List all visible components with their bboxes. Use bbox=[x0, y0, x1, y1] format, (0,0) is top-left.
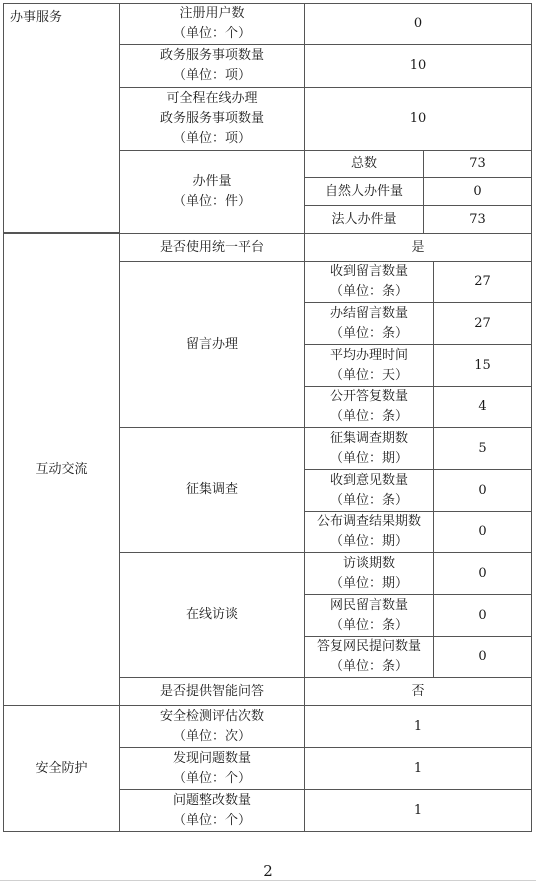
survey-label: 征集调查 bbox=[119, 427, 305, 553]
survey-opinions-label: 收到意见数量 （单位：条） bbox=[304, 469, 434, 512]
interview-answers-label: 答复网民提问数量 （单位：条） bbox=[304, 636, 434, 678]
interview-label: 在线访谈 bbox=[119, 552, 305, 678]
cases-legal-value: 73 bbox=[423, 205, 532, 234]
survey-published-value: 0 bbox=[433, 511, 532, 553]
unified-platform-value: 是 bbox=[304, 233, 532, 262]
section-security: 安全防护 bbox=[3, 705, 120, 832]
issues-found-label: 发现问题数量 （单位：个） bbox=[119, 747, 305, 790]
messages-avg-time-value: 15 bbox=[433, 344, 532, 387]
interview-netizen-msgs-label: 网民留言数量 （单位：条） bbox=[304, 594, 434, 637]
survey-periods-value: 5 bbox=[433, 427, 532, 470]
messages-closed-value: 27 bbox=[433, 302, 532, 345]
registered-users-label: 注册用户数 （单位：个） bbox=[119, 3, 305, 45]
messages-received-value: 27 bbox=[433, 261, 532, 303]
page-number: 2 bbox=[263, 862, 273, 880]
cases-total-label: 总数 bbox=[304, 150, 424, 178]
smart-qa-label: 是否提供智能问答 bbox=[119, 677, 305, 706]
online-items-value: 10 bbox=[304, 87, 532, 151]
section-office-services: 办事服务 bbox=[3, 3, 120, 233]
messages-public-value: 4 bbox=[433, 386, 532, 428]
interview-periods-label: 访谈期数 （单位：期） bbox=[304, 552, 434, 595]
messages-public-label: 公开答复数量 （单位：条） bbox=[304, 386, 434, 428]
cases-total-value: 73 bbox=[423, 150, 532, 178]
unified-platform-label: 是否使用统一平台 bbox=[119, 233, 305, 262]
cases-label: 办件量 （单位：件） bbox=[119, 150, 305, 234]
cases-legal-label: 法人办件量 bbox=[304, 205, 424, 234]
cases-natural-value: 0 bbox=[423, 177, 532, 206]
service-items-label: 政务服务事项数量 （单位：项） bbox=[119, 44, 305, 88]
interview-netizen-msgs-value: 0 bbox=[433, 594, 532, 637]
issues-found-value: 1 bbox=[304, 747, 532, 790]
messages-received-label: 收到留言数量 （单位：条） bbox=[304, 261, 434, 303]
smart-qa-value: 否 bbox=[304, 677, 532, 706]
messages-avg-time-label: 平均办理时间 （单位：天） bbox=[304, 344, 434, 387]
online-items-label: 可全程在线办理 政务服务事项数量 （单位：项） bbox=[119, 87, 305, 151]
service-items-value: 10 bbox=[304, 44, 532, 88]
issues-fixed-value: 1 bbox=[304, 789, 532, 832]
survey-published-label: 公布调查结果期数 （单位：期） bbox=[304, 511, 434, 553]
interview-periods-value: 0 bbox=[433, 552, 532, 595]
cases-natural-label: 自然人办件量 bbox=[304, 177, 424, 206]
page-footer-divider bbox=[0, 880, 536, 881]
section-interaction: 互动交流 bbox=[3, 233, 120, 706]
security-checks-label: 安全检测评估次数 （单位：次） bbox=[119, 705, 305, 748]
messages-label: 留言办理 bbox=[119, 261, 305, 428]
messages-closed-label: 办结留言数量 （单位：条） bbox=[304, 302, 434, 345]
registered-users-value: 0 bbox=[304, 3, 532, 45]
survey-opinions-value: 0 bbox=[433, 469, 532, 512]
survey-periods-label: 征集调查期数 （单位：期） bbox=[304, 427, 434, 470]
security-checks-value: 1 bbox=[304, 705, 532, 748]
issues-fixed-label: 问题整改数量 （单位：个） bbox=[119, 789, 305, 832]
interview-answers-value: 0 bbox=[433, 636, 532, 678]
